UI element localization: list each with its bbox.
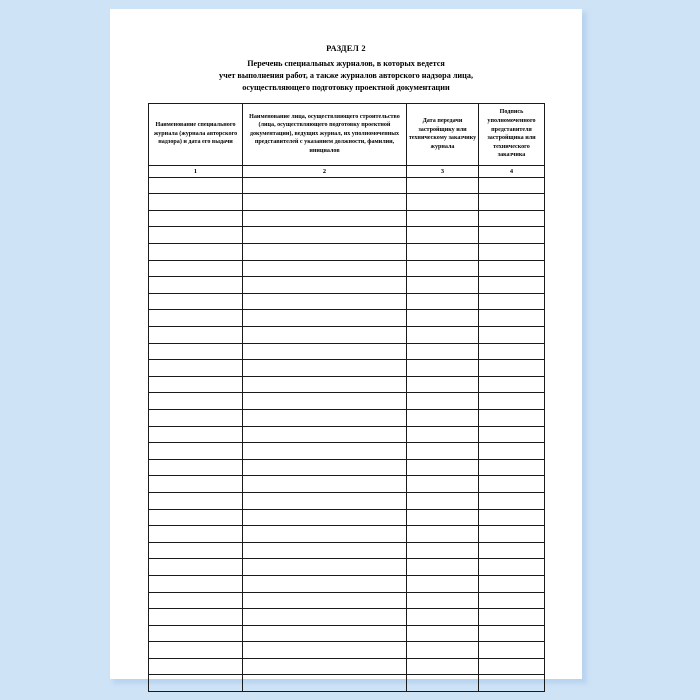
table-cell[interactable] bbox=[149, 310, 243, 327]
table-row[interactable] bbox=[149, 625, 545, 642]
table-cell[interactable] bbox=[479, 625, 545, 642]
table-cell[interactable] bbox=[149, 210, 243, 227]
table-cell[interactable] bbox=[149, 277, 243, 294]
table-cell[interactable] bbox=[243, 526, 407, 543]
table-cell[interactable] bbox=[243, 177, 407, 194]
table-row[interactable] bbox=[149, 575, 545, 592]
table-row[interactable] bbox=[149, 277, 545, 294]
table-cell[interactable] bbox=[479, 260, 545, 277]
table-cell[interactable] bbox=[149, 443, 243, 460]
table-column-number-row bbox=[149, 165, 545, 177]
table-row[interactable] bbox=[149, 642, 545, 659]
table-cell[interactable] bbox=[479, 526, 545, 543]
table-cell[interactable] bbox=[407, 675, 479, 692]
table-row[interactable] bbox=[149, 293, 545, 310]
table-row[interactable] bbox=[149, 609, 545, 626]
table-cell[interactable] bbox=[243, 293, 407, 310]
table-cell[interactable] bbox=[149, 509, 243, 526]
table-cell[interactable] bbox=[243, 642, 407, 659]
table-cell[interactable] bbox=[243, 260, 407, 277]
table-cell[interactable] bbox=[479, 592, 545, 609]
header-cell-organization-name: Наименование лица, осуществляющего строительство (лица, осуществляющего подготовку проектной документации), ведущих журнал, их уполномоченных представителей с указанием должности, фамилии, инициалов bbox=[243, 103, 407, 165]
table-cell[interactable] bbox=[243, 310, 407, 327]
table-cell[interactable] bbox=[407, 409, 479, 426]
table-row[interactable] bbox=[149, 244, 545, 261]
table-row[interactable] bbox=[149, 227, 545, 244]
table-cell[interactable] bbox=[407, 592, 479, 609]
table-cell[interactable] bbox=[243, 509, 407, 526]
table-row[interactable] bbox=[149, 459, 545, 476]
table-cell[interactable] bbox=[479, 376, 545, 393]
table-cell[interactable] bbox=[479, 575, 545, 592]
table-cell[interactable] bbox=[149, 327, 243, 344]
document-page bbox=[110, 9, 582, 679]
table-row[interactable] bbox=[149, 443, 545, 460]
section-subtitle bbox=[148, 58, 544, 94]
table-cell[interactable] bbox=[243, 210, 407, 227]
table-cell[interactable] bbox=[407, 277, 479, 294]
table-cell[interactable] bbox=[149, 260, 243, 277]
table-cell[interactable] bbox=[243, 459, 407, 476]
table-cell[interactable] bbox=[407, 609, 479, 626]
table-cell[interactable] bbox=[407, 559, 479, 576]
table-cell[interactable] bbox=[243, 675, 407, 692]
table-cell[interactable] bbox=[479, 343, 545, 360]
table-cell[interactable] bbox=[407, 260, 479, 277]
table-cell[interactable] bbox=[149, 360, 243, 377]
table-cell[interactable] bbox=[243, 426, 407, 443]
subtitle-line-3: осуществляющего подготовку проектной документации bbox=[242, 82, 450, 92]
header-cell-signature: Подпись уполномоченного представителя застройщика или технического заказчика bbox=[479, 103, 545, 165]
table-cell[interactable] bbox=[243, 625, 407, 642]
table-row[interactable] bbox=[149, 476, 545, 493]
table-cell[interactable] bbox=[479, 310, 545, 327]
table-row[interactable] bbox=[149, 542, 545, 559]
table-cell[interactable] bbox=[149, 227, 243, 244]
document-body bbox=[148, 43, 544, 692]
table-cell[interactable] bbox=[149, 293, 243, 310]
table-cell[interactable] bbox=[149, 492, 243, 509]
table-cell[interactable] bbox=[243, 592, 407, 609]
table-cell[interactable] bbox=[479, 393, 545, 410]
table-cell[interactable] bbox=[479, 244, 545, 261]
table-cell[interactable] bbox=[479, 210, 545, 227]
table-cell[interactable] bbox=[149, 526, 243, 543]
table-cell[interactable] bbox=[479, 476, 545, 493]
table-cell[interactable] bbox=[479, 409, 545, 426]
table-row[interactable] bbox=[149, 492, 545, 509]
table-cell[interactable] bbox=[407, 194, 479, 211]
column-number-4: 4 bbox=[479, 165, 545, 177]
table-row[interactable] bbox=[149, 675, 545, 692]
table-cell[interactable] bbox=[407, 542, 479, 559]
table-cell[interactable] bbox=[149, 476, 243, 493]
table-body bbox=[149, 177, 545, 691]
table-cell[interactable] bbox=[479, 177, 545, 194]
table-cell[interactable] bbox=[407, 658, 479, 675]
table-header-row bbox=[149, 103, 545, 165]
table-cell[interactable] bbox=[149, 675, 243, 692]
table-cell[interactable] bbox=[407, 526, 479, 543]
table-cell[interactable] bbox=[479, 492, 545, 509]
table-cell[interactable] bbox=[243, 227, 407, 244]
table-row[interactable] bbox=[149, 327, 545, 344]
table-cell[interactable] bbox=[479, 609, 545, 626]
table-cell[interactable] bbox=[479, 658, 545, 675]
table-row[interactable] bbox=[149, 658, 545, 675]
table-row[interactable] bbox=[149, 360, 545, 377]
table-cell[interactable] bbox=[149, 194, 243, 211]
table-cell[interactable] bbox=[479, 227, 545, 244]
table-cell[interactable] bbox=[149, 625, 243, 642]
table-row[interactable] bbox=[149, 210, 545, 227]
table-cell[interactable] bbox=[149, 575, 243, 592]
table-cell[interactable] bbox=[407, 575, 479, 592]
table-cell[interactable] bbox=[407, 310, 479, 327]
table-row[interactable] bbox=[149, 310, 545, 327]
table-cell[interactable] bbox=[479, 443, 545, 460]
table-row[interactable] bbox=[149, 376, 545, 393]
table-cell[interactable] bbox=[243, 409, 407, 426]
table-row[interactable] bbox=[149, 409, 545, 426]
table-cell[interactable] bbox=[479, 542, 545, 559]
table-row[interactable] bbox=[149, 177, 545, 194]
table-cell[interactable] bbox=[149, 592, 243, 609]
table-cell[interactable] bbox=[407, 327, 479, 344]
table-cell[interactable] bbox=[407, 492, 479, 509]
table-cell[interactable] bbox=[243, 244, 407, 261]
table-cell[interactable] bbox=[407, 293, 479, 310]
table-cell[interactable] bbox=[243, 492, 407, 509]
subtitle-line-1: Перечень специальных журналов, в которых ведется bbox=[247, 59, 445, 68]
table-cell[interactable] bbox=[479, 194, 545, 211]
table-cell[interactable] bbox=[149, 343, 243, 360]
table-cell[interactable] bbox=[243, 393, 407, 410]
column-number-1: 1 bbox=[149, 165, 243, 177]
table-cell[interactable] bbox=[149, 642, 243, 659]
table-cell[interactable] bbox=[243, 542, 407, 559]
table-cell[interactable] bbox=[243, 476, 407, 493]
table-cell[interactable] bbox=[243, 609, 407, 626]
table-cell[interactable] bbox=[407, 476, 479, 493]
table-cell[interactable] bbox=[479, 559, 545, 576]
table-cell[interactable] bbox=[407, 177, 479, 194]
table-row[interactable] bbox=[149, 343, 545, 360]
table-cell[interactable] bbox=[149, 459, 243, 476]
table-cell[interactable] bbox=[407, 642, 479, 659]
table-cell[interactable] bbox=[243, 443, 407, 460]
column-number-3: 3 bbox=[407, 165, 479, 177]
table-cell[interactable] bbox=[407, 426, 479, 443]
column-number-2: 2 bbox=[243, 165, 407, 177]
table-cell[interactable] bbox=[243, 376, 407, 393]
table-cell[interactable] bbox=[149, 393, 243, 410]
table-cell[interactable] bbox=[407, 376, 479, 393]
table-cell[interactable] bbox=[243, 194, 407, 211]
header-cell-transfer-date: Дата передачи застройщику или техническому заказчику журнала bbox=[407, 103, 479, 165]
table-row[interactable] bbox=[149, 509, 545, 526]
header-cell-journal-name: Наименование специального журнала (журнала авторского надзора) и дата его выдачи bbox=[149, 103, 243, 165]
table-cell[interactable] bbox=[479, 360, 545, 377]
table-row[interactable] bbox=[149, 559, 545, 576]
table-cell[interactable] bbox=[149, 609, 243, 626]
section-title: РАЗДЕЛ 2 bbox=[326, 43, 366, 53]
table-cell[interactable] bbox=[149, 542, 243, 559]
table-row[interactable] bbox=[149, 260, 545, 277]
table-cell[interactable] bbox=[243, 658, 407, 675]
subtitle-line-2: учет выполнения работ, а также журналов авторского надзора лица, bbox=[218, 70, 474, 80]
table-cell[interactable] bbox=[243, 360, 407, 377]
table-cell[interactable] bbox=[149, 559, 243, 576]
table-cell[interactable] bbox=[407, 343, 479, 360]
table-row[interactable] bbox=[149, 426, 545, 443]
table-cell[interactable] bbox=[149, 409, 243, 426]
table-cell[interactable] bbox=[407, 227, 479, 244]
table-cell[interactable] bbox=[243, 343, 407, 360]
table-cell[interactable] bbox=[149, 658, 243, 675]
table-cell[interactable] bbox=[479, 459, 545, 476]
table-cell[interactable] bbox=[149, 177, 243, 194]
registry-table bbox=[148, 103, 545, 692]
table-cell[interactable] bbox=[243, 327, 407, 344]
table-cell[interactable] bbox=[407, 459, 479, 476]
table-cell[interactable] bbox=[243, 277, 407, 294]
table-cell[interactable] bbox=[407, 244, 479, 261]
table-cell[interactable] bbox=[479, 675, 545, 692]
table-cell[interactable] bbox=[149, 244, 243, 261]
table-cell[interactable] bbox=[407, 360, 479, 377]
table-cell[interactable] bbox=[243, 559, 407, 576]
table-cell[interactable] bbox=[407, 509, 479, 526]
table-row[interactable] bbox=[149, 194, 545, 211]
table-cell[interactable] bbox=[479, 277, 545, 294]
table-cell[interactable] bbox=[479, 426, 545, 443]
table-cell[interactable] bbox=[243, 575, 407, 592]
table-cell[interactable] bbox=[407, 393, 479, 410]
table-cell[interactable] bbox=[407, 443, 479, 460]
table-cell[interactable] bbox=[149, 426, 243, 443]
table-cell[interactable] bbox=[479, 509, 545, 526]
table-cell[interactable] bbox=[149, 376, 243, 393]
table-cell[interactable] bbox=[479, 642, 545, 659]
table-cell[interactable] bbox=[479, 327, 545, 344]
table-cell[interactable] bbox=[479, 293, 545, 310]
table-row[interactable] bbox=[149, 526, 545, 543]
table-cell[interactable] bbox=[407, 625, 479, 642]
table-row[interactable] bbox=[149, 393, 545, 410]
table-cell[interactable] bbox=[407, 210, 479, 227]
table-row[interactable] bbox=[149, 592, 545, 609]
